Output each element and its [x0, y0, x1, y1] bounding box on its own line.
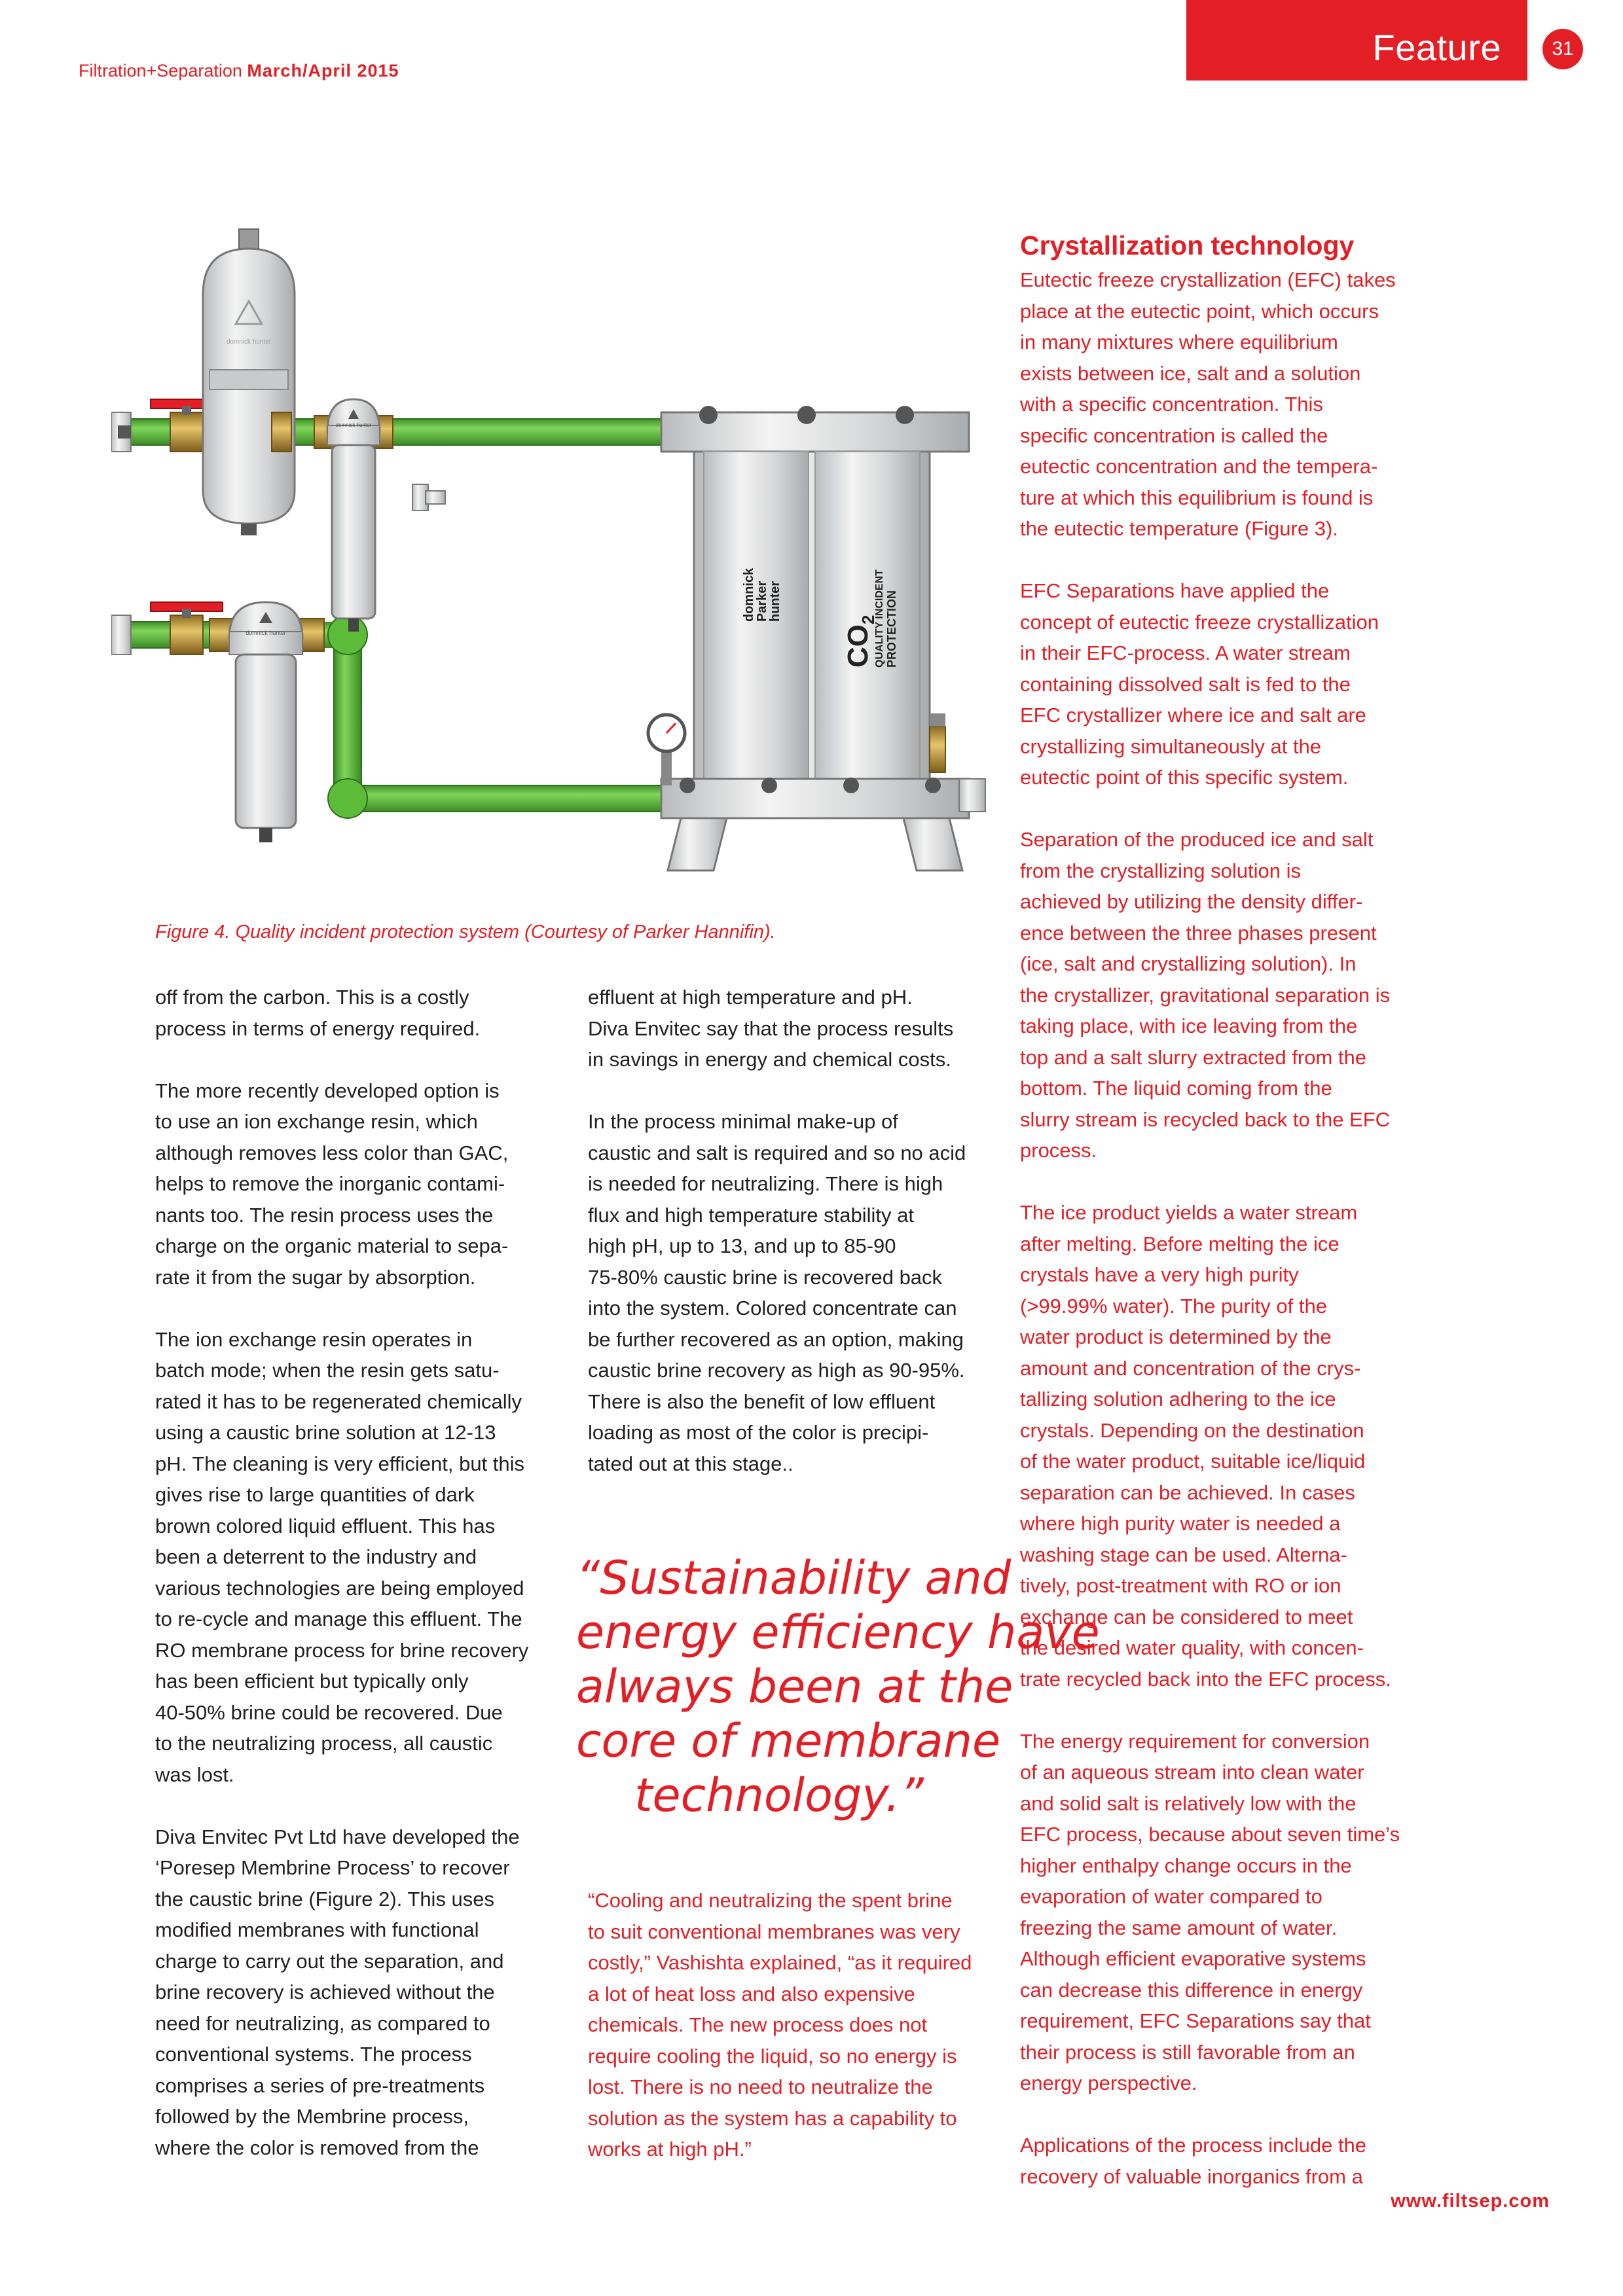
- text-line: place at the eutectic point, which occurs: [1020, 299, 1379, 323]
- pull-quote-line: technology.”: [634, 1768, 924, 1822]
- text-line: containing dissolved salt is fed to the: [1020, 672, 1351, 696]
- text-line: of the water product, suitable ice/liquid: [1020, 1450, 1366, 1473]
- text-line: tively, post-treatment with RO or ion: [1020, 1574, 1341, 1597]
- middle-filter-brand: domnick hunter: [335, 422, 372, 428]
- text-line: crystals have a very high purity: [1020, 1263, 1299, 1286]
- text-line: top and a salt slurry extracted from the: [1020, 1045, 1366, 1069]
- text-line: from the crystallizing solution is: [1020, 859, 1301, 882]
- text-line: process in terms of energy required.: [155, 1016, 481, 1040]
- column-3: [1020, 229, 1400, 2223]
- text-line: slurry stream is recycled back to the EFC: [1020, 1107, 1391, 1131]
- text-line: to re-cycle and manage this effluent. The: [155, 1607, 522, 1630]
- text-line: freezing the same amount of water.: [1020, 1916, 1338, 1939]
- cylinder-brand-c: hunter: [768, 581, 782, 622]
- text-line: after melting. Before melting the ice: [1020, 1232, 1340, 1255]
- text-line: rate it from the sugar by absorption.: [155, 1265, 476, 1289]
- text-line: high pH, up to 13, and up to 85-90: [588, 1234, 896, 1257]
- lower-filter: [210, 602, 324, 842]
- text-line: chemicals. The new process does not: [588, 2013, 928, 2036]
- text-line: charge on the organic material to sepa-: [155, 1234, 509, 1257]
- text-line: requirement, EFC Separations say that: [1020, 2009, 1371, 2032]
- text-line: tallizing solution adhering to the ice: [1020, 1388, 1336, 1410]
- text-line: EFC Separations have applied the: [1020, 579, 1330, 602]
- text-line: energy perspective.: [1020, 2072, 1197, 2094]
- text-line: tated out at this stage..: [588, 1452, 793, 1475]
- text-line: Separation of the produced ice and salt: [1020, 828, 1374, 851]
- filtration-system-illustration: [111, 216, 995, 890]
- text-line: process.: [1020, 1139, 1097, 1162]
- text-line: exchange can be considered to meet: [1020, 1605, 1353, 1628]
- text-line: (>99.99% water). The purity of the: [1020, 1294, 1327, 1318]
- text-line: taking place, with ice leaving from the: [1020, 1014, 1358, 1037]
- text-line: water product is determined by the: [1020, 1325, 1332, 1348]
- large-filter-brand: domnick hunter: [226, 338, 272, 346]
- text-line: was lost.: [155, 1763, 234, 1786]
- text-line: the desired water quality, with concen-: [1020, 1636, 1364, 1659]
- text-line: caustic brine recovery as high as 90-95%.: [588, 1359, 965, 1382]
- text-line: ‘Poresep Membrine Process’ to recover: [155, 1856, 510, 1879]
- pull-quote-line: energy efficiency have: [576, 1605, 1100, 1659]
- text-line: off from the carbon. This is a costly: [155, 986, 469, 1009]
- text-line: amount and concentration of the crys-: [1020, 1356, 1361, 1380]
- text-line: brown colored liquid effluent. This has: [155, 1514, 496, 1537]
- text-line: exists between ice, salt and a solution: [1020, 361, 1361, 385]
- text-line: where high purity water is needed a: [1020, 1512, 1341, 1535]
- text-line: to the neutralizing process, all caustic: [155, 1732, 493, 1755]
- text-line: and solid salt is relatively low with the: [1020, 1791, 1357, 1815]
- page-number-badge: 31: [1542, 29, 1583, 69]
- co2-subscript: 2: [858, 615, 878, 624]
- paragraph: [588, 1885, 972, 2165]
- section-label: Feature: [1372, 27, 1501, 68]
- text-line: higher enthalpy change occurs in the: [1020, 1854, 1352, 1877]
- pull-quote-line: “Sustainability and: [576, 1551, 1012, 1605]
- pull-quote: [576, 1551, 1100, 1823]
- text-line: followed by the Membrine process,: [155, 2105, 469, 2128]
- text-line: is needed for neutralizing. There is high: [588, 1172, 943, 1195]
- text-line: the eutectic temperature (Figure 3).: [1020, 517, 1338, 540]
- paragraph: [1020, 264, 1400, 545]
- text-line: evaporation of water compared to: [1020, 1885, 1322, 1908]
- text-line: comprises a series of pre-treatments: [155, 2073, 485, 2097]
- column-2-quote-paragraph: [588, 1885, 972, 2196]
- text-line: although removes less color than GAC,: [155, 1141, 509, 1164]
- large-filter: [203, 229, 295, 535]
- masthead: [79, 61, 399, 81]
- text-line: The energy requirement for conversion: [1020, 1729, 1370, 1753]
- cylinder-brand-a: domnick: [742, 567, 756, 622]
- quality-incident-label: QUALITY INCIDENT: [874, 569, 885, 668]
- text-line: the caustic brine (Figure 2). This uses: [155, 1887, 495, 1910]
- text-line: rated it has to be regenerated chemically: [155, 1390, 522, 1413]
- text-line: where the color is removed from the: [155, 2136, 479, 2159]
- paragraph: [1020, 2130, 1400, 2192]
- text-line: of an aqueous stream into clean water: [1020, 1761, 1364, 1784]
- text-line: Diva Envitec say that the process results: [588, 1016, 954, 1040]
- co2-label: CO: [842, 624, 874, 668]
- text-line: flux and high temperature stability at: [588, 1203, 914, 1227]
- section-tab: [1186, 0, 1527, 81]
- text-line: to suit conventional membranes was very: [588, 1920, 960, 1943]
- text-line: require cooling the liquid, so no energy is: [588, 2044, 957, 2068]
- text-line: gives rise to large quantities of dark: [155, 1483, 475, 1506]
- text-line: conventional systems. The process: [155, 2043, 472, 2066]
- text-line: There is also the benefit of low effluent: [588, 1390, 936, 1413]
- text-line: achieved by utilizing the density differ-: [1020, 890, 1363, 913]
- text-line: pH. The cleaning is very efficient, but this: [155, 1452, 525, 1475]
- text-line: batch mode; when the resin gets satu-: [155, 1359, 500, 1382]
- text-line: modified membranes with functional: [155, 1918, 479, 1941]
- text-line: 40-50% brine could be recovered. Due: [155, 1700, 503, 1724]
- text-line: need for neutralizing, as compared to: [155, 2011, 490, 2035]
- paragraph: [588, 982, 966, 1075]
- text-line: be further recovered as an option, making: [588, 1327, 964, 1351]
- text-line: separation can be achieved. In cases: [1020, 1480, 1355, 1504]
- text-line: loading as most of the color is precipi-: [588, 1421, 929, 1444]
- paragraph: [155, 1821, 528, 2164]
- paragraph: [588, 1106, 966, 1479]
- column-3-body: [1020, 264, 1400, 2192]
- text-line: EFC crystallizer where ice and salt are: [1020, 704, 1366, 726]
- text-line: RO membrane process for brine recovery: [155, 1638, 529, 1662]
- text-line: in their EFC-process. A water stream: [1020, 641, 1351, 664]
- text-line: the crystallizer, gravitational separation is: [1020, 983, 1391, 1007]
- text-line: “Cooling and neutralizing the spent brine: [588, 1889, 953, 1912]
- paragraph: [1020, 575, 1400, 793]
- text-line: Applications of the process include the: [1020, 2134, 1367, 2157]
- text-line: their process is still favorable from an: [1020, 2040, 1355, 2064]
- paragraph: [1020, 824, 1400, 1166]
- lower-filter-brand: domnick hunter: [246, 630, 286, 636]
- text-line: with a specific concentration. This: [1020, 393, 1323, 416]
- text-line: Diva Envitec Pvt Ltd have developed the: [155, 1825, 520, 1848]
- text-line: in savings in energy and chemical costs.: [588, 1048, 951, 1071]
- text-line: In the process minimal make-up of: [588, 1110, 898, 1133]
- text-line: a lot of heat loss and also expensive: [588, 1982, 915, 2005]
- pull-quote-line: core of membrane: [576, 1714, 1001, 1768]
- issue-date: March/April 2015: [247, 61, 399, 81]
- text-line: effluent at high temperature and pH.: [588, 986, 913, 1009]
- co2-protection-unit: [661, 406, 985, 870]
- text-line: into the system. Colored concentrate can: [588, 1297, 957, 1319]
- text-line: The ion exchange resin operates in: [155, 1327, 473, 1351]
- text-line: eutectic concentration and the tempera-: [1020, 455, 1378, 478]
- text-line: costly,” Vashishta explained, “as it required: [588, 1951, 972, 1974]
- text-line: washing stage can be used. Alterna-: [1020, 1543, 1347, 1566]
- text-line: helps to remove the inorganic contami-: [155, 1172, 505, 1195]
- text-line: 75-80% caustic brine is recovered back: [588, 1265, 943, 1289]
- figure-caption: Figure 4. Quality incident protection system (Courtesy of Parker Hannifin).: [155, 922, 776, 942]
- text-line: in many mixtures where equilibrium: [1020, 331, 1338, 353]
- text-line: The more recently developed option is: [155, 1079, 500, 1102]
- paragraph: [155, 1075, 528, 1293]
- protection-label: PROTECTION: [885, 590, 898, 668]
- text-line: recovery of valuable inorganics from a: [1020, 2164, 1363, 2188]
- text-line: trate recycled back into the EFC process.: [1020, 1667, 1391, 1691]
- text-line: EFC process, because about seven time’s: [1020, 1823, 1400, 1846]
- text-line: concept of eutectic freeze crystallization: [1020, 610, 1379, 634]
- text-line: ence between the three phases present: [1020, 921, 1377, 944]
- footer-url: www.filtsep.com: [1391, 2191, 1550, 2212]
- text-line: (ice, salt and crystallizing solution). In: [1020, 952, 1357, 975]
- text-line: can decrease this difference in energy: [1020, 1978, 1363, 2001]
- paragraph: [155, 1324, 528, 1791]
- text-line: caustic and salt is required and so no acid: [588, 1141, 966, 1164]
- pressure-regulator: [412, 484, 445, 511]
- cylinder-brand-b: Parker: [755, 581, 769, 622]
- text-line: The ice product yields a water stream: [1020, 1201, 1358, 1224]
- paragraph: [155, 982, 528, 1044]
- text-line: to use an ion exchange resin, which: [155, 1110, 478, 1133]
- pull-quote-line: always been at the: [576, 1660, 1013, 1713]
- text-line: various technologies are being employed: [155, 1576, 524, 1600]
- column-2: [588, 982, 966, 1511]
- text-line: been a deterrent to the industry and: [155, 1545, 477, 1568]
- text-line: lost. There is no need to neutralize the: [588, 2075, 933, 2098]
- paragraph: [1020, 1726, 1400, 2099]
- section-heading: Crystallization technology: [1020, 230, 1355, 260]
- text-line: ture at which this equilibrium is found is: [1020, 486, 1374, 509]
- text-line: solution as the system has a capability to: [588, 2106, 957, 2130]
- text-line: using a caustic brine solution at 12-13: [155, 1421, 496, 1444]
- text-line: nants too. The resin process uses the: [155, 1203, 494, 1227]
- text-line: specific concentration is called the: [1020, 423, 1328, 447]
- text-line: works at high pH.”: [588, 2138, 752, 2161]
- text-line: bottom. The liquid coming from the: [1020, 1077, 1332, 1100]
- text-line: charge to carry out the separation, and: [155, 1949, 504, 1973]
- journal-name: Filtration+Separation: [79, 61, 242, 81]
- text-line: crystallizing simultaneously at the: [1020, 734, 1322, 758]
- text-line: brine recovery is achieved without the: [155, 1981, 495, 2003]
- text-line: Although efficient evaporative systems: [1020, 1947, 1366, 1970]
- column-1: [155, 982, 528, 2195]
- pressure-gauge-icon: [648, 715, 685, 785]
- text-line: eutectic point of this specific system.: [1020, 766, 1349, 789]
- text-line: crystals. Depending on the destination: [1020, 1418, 1364, 1442]
- text-line: has been efficient but typically only: [155, 1670, 469, 1693]
- text-line: Eutectic freeze crystallization (EFC) takes: [1020, 268, 1396, 291]
